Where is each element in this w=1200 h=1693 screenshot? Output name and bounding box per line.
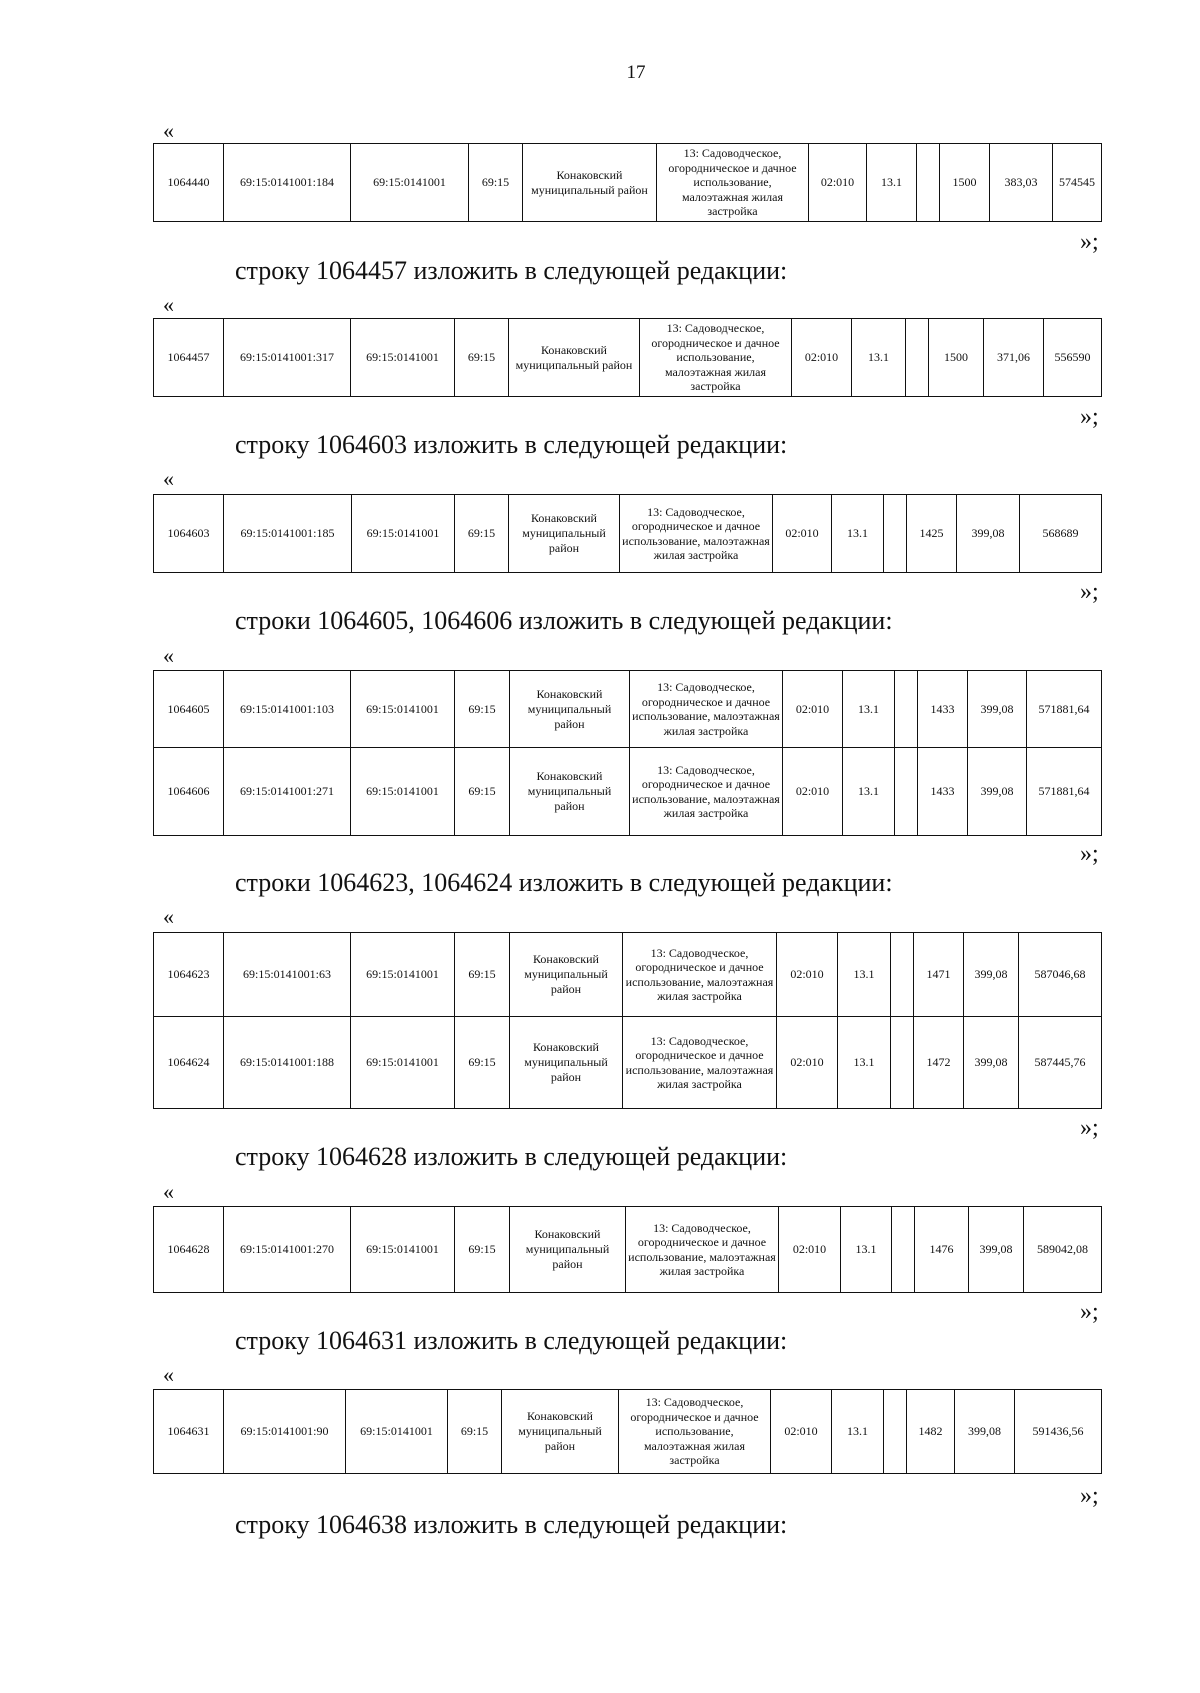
cell-row-number: 1064628 xyxy=(154,1207,224,1293)
cell-cadastral-district: 69:15 xyxy=(455,495,509,573)
table-row xyxy=(154,495,1102,573)
cell-cadastral-quarter: 69:15:0141001 xyxy=(351,319,455,397)
table-row xyxy=(154,671,1102,748)
cell-area: 1476 xyxy=(915,1207,969,1293)
cell-cadastral-number: 69:15:0141001:184 xyxy=(224,144,351,222)
cell-area: 1500 xyxy=(929,319,984,397)
cell-row-number: 1064457 xyxy=(154,319,224,397)
cell-area: 1433 xyxy=(918,748,968,836)
record-table xyxy=(153,1389,1102,1474)
amendment-instruction: строку 1064631 изложить в следующей редакции: xyxy=(235,1326,788,1355)
cell-land-use: 13: Садоводческое, огородническое и дачное использование, малоэтажная жилая застройка xyxy=(623,1017,777,1109)
cell-municipality: Конаковский муниципальный район xyxy=(510,748,630,836)
cell-group-code: 13.1 xyxy=(838,933,891,1017)
amendment-instruction: строку 1064457 изложить в следующей редакции: xyxy=(235,256,788,285)
cell-specific-value: 399,08 xyxy=(964,933,1019,1017)
cell-municipality: Конаковский муниципальный район xyxy=(509,319,640,397)
cell-specific-value: 399,08 xyxy=(964,1017,1019,1109)
cell-cadastral-value: 571881,64 xyxy=(1027,671,1102,748)
cell-cadastral-quarter: 69:15:0141001 xyxy=(351,671,455,748)
cell-cadastral-district: 69:15 xyxy=(455,748,510,836)
cell-empty xyxy=(895,671,918,748)
cell-cadastral-quarter: 69:15:0141001 xyxy=(351,144,469,222)
closing-quote: »; xyxy=(1080,841,1099,867)
amendment-instruction: строки 1064623, 1064624 изложить в следующей редакции: xyxy=(235,868,893,897)
cell-cadastral-number: 69:15:0141001:270 xyxy=(224,1207,351,1293)
cell-specific-value: 399,08 xyxy=(968,671,1027,748)
cell-group-code: 13.1 xyxy=(832,495,884,573)
cell-cadastral-value: 556590 xyxy=(1044,319,1102,397)
cell-group-code: 13.1 xyxy=(852,319,906,397)
cell-municipality: Конаковский муниципальный район xyxy=(523,144,657,222)
cell-cadastral-quarter: 69:15:0141001 xyxy=(351,1017,455,1109)
table-row xyxy=(154,748,1102,836)
opening-quote: « xyxy=(163,292,174,317)
cell-empty xyxy=(892,1207,915,1293)
amendment-instruction: строку 1064628 изложить в следующей редакции: xyxy=(235,1142,788,1171)
cell-municipality: Конаковский муниципальный район xyxy=(510,671,630,748)
closing-quote: »; xyxy=(1080,579,1099,605)
opening-quote: « xyxy=(163,118,174,143)
page-number: 17 xyxy=(626,62,646,83)
cell-zone-code: 02:010 xyxy=(783,671,843,748)
cell-cadastral-value: 589042,08 xyxy=(1024,1207,1102,1293)
cell-group-code: 13.1 xyxy=(843,748,895,836)
cell-cadastral-number: 69:15:0141001:103 xyxy=(224,671,351,748)
cell-specific-value: 383,03 xyxy=(990,144,1053,222)
table-row xyxy=(154,933,1102,1017)
cell-area: 1433 xyxy=(918,671,968,748)
table-row xyxy=(154,1017,1102,1109)
cell-row-number: 1064624 xyxy=(154,1017,224,1109)
amendment-instruction: строку 1064603 изложить в следующей редакции: xyxy=(235,430,788,459)
opening-quote: « xyxy=(163,1179,174,1204)
cell-land-use: 13: Садоводческое, огородническое и дачное использование, малоэтажная жилая застройка xyxy=(630,748,783,836)
closing-quote: »; xyxy=(1080,404,1099,430)
cell-cadastral-district: 69:15 xyxy=(469,144,523,222)
cell-cadastral-number: 69:15:0141001:90 xyxy=(224,1390,346,1474)
cell-cadastral-number: 69:15:0141001:63 xyxy=(224,933,351,1017)
cell-group-code: 13.1 xyxy=(838,1017,891,1109)
table-row xyxy=(154,319,1102,397)
cell-row-number: 1064603 xyxy=(154,495,224,573)
closing-quote: »; xyxy=(1080,1483,1099,1509)
cell-area: 1471 xyxy=(914,933,964,1017)
cell-cadastral-district: 69:15 xyxy=(455,1207,510,1293)
cell-empty xyxy=(917,144,940,222)
table-row xyxy=(154,144,1102,222)
cell-area: 1500 xyxy=(940,144,990,222)
cell-cadastral-district: 69:15 xyxy=(455,671,510,748)
cell-specific-value: 371,06 xyxy=(984,319,1044,397)
closing-quote: »; xyxy=(1080,1299,1099,1325)
cell-group-code: 13.1 xyxy=(841,1207,892,1293)
cell-cadastral-quarter: 69:15:0141001 xyxy=(351,748,455,836)
cell-cadastral-district: 69:15 xyxy=(448,1390,502,1474)
cell-cadastral-number: 69:15:0141001:317 xyxy=(224,319,351,397)
cell-empty xyxy=(906,319,929,397)
cell-zone-code: 02:010 xyxy=(792,319,852,397)
cell-land-use: 13: Садоводческое, огородническое и дачное использование, малоэтажная жилая застройка xyxy=(640,319,792,397)
cell-row-number: 1064606 xyxy=(154,748,224,836)
cell-specific-value: 399,08 xyxy=(955,1390,1015,1474)
cell-group-code: 13.1 xyxy=(843,671,895,748)
opening-quote: « xyxy=(163,643,174,668)
cell-cadastral-quarter: 69:15:0141001 xyxy=(352,495,455,573)
cell-cadastral-value: 591436,56 xyxy=(1015,1390,1102,1474)
opening-quote: « xyxy=(163,1362,174,1387)
cell-cadastral-value: 587445,76 xyxy=(1019,1017,1102,1109)
closing-quote: »; xyxy=(1080,229,1099,255)
amendment-instruction: строку 1064638 изложить в следующей редакции: xyxy=(235,1510,788,1539)
cell-land-use: 13: Садоводческое, огородническое и дачное использование, малоэтажная жилая застройка xyxy=(626,1207,779,1293)
cell-municipality: Конаковский муниципальный район xyxy=(509,495,620,573)
cell-land-use: 13: Садоводческое, огородническое и дачное использование, малоэтажная жилая застройка xyxy=(619,1390,771,1474)
cell-specific-value: 399,08 xyxy=(968,748,1027,836)
record-table xyxy=(153,932,1102,1109)
cell-land-use: 13: Садоводческое, огородническое и дачное использование, малоэтажная жилая застройка xyxy=(620,495,773,573)
cell-cadastral-value: 574545 xyxy=(1053,144,1102,222)
cell-municipality: Конаковский муниципальный район xyxy=(510,1017,623,1109)
cell-zone-code: 02:010 xyxy=(783,748,843,836)
cell-zone-code: 02:010 xyxy=(777,933,838,1017)
cell-zone-code: 02:010 xyxy=(773,495,832,573)
cell-row-number: 1064623 xyxy=(154,933,224,1017)
cell-cadastral-district: 69:15 xyxy=(455,933,510,1017)
cell-empty xyxy=(884,495,907,573)
opening-quote: « xyxy=(163,466,174,491)
closing-quote: »; xyxy=(1080,1115,1099,1141)
cell-cadastral-number: 69:15:0141001:185 xyxy=(224,495,352,573)
cell-municipality: Конаковский муниципальный район xyxy=(510,933,623,1017)
cell-cadastral-value: 568689 xyxy=(1020,495,1102,573)
cell-row-number: 1064631 xyxy=(154,1390,224,1474)
cell-empty xyxy=(884,1390,907,1474)
cell-municipality: Конаковский муниципальный район xyxy=(510,1207,626,1293)
table-row xyxy=(154,1207,1102,1293)
cell-row-number: 1064605 xyxy=(154,671,224,748)
record-table xyxy=(153,143,1102,222)
cell-group-code: 13.1 xyxy=(832,1390,884,1474)
cell-cadastral-value: 587046,68 xyxy=(1019,933,1102,1017)
cell-cadastral-district: 69:15 xyxy=(455,1017,510,1109)
cell-zone-code: 02:010 xyxy=(809,144,867,222)
cell-area: 1482 xyxy=(907,1390,955,1474)
record-table xyxy=(153,1206,1102,1293)
cell-zone-code: 02:010 xyxy=(779,1207,841,1293)
cell-area: 1472 xyxy=(914,1017,964,1109)
record-table xyxy=(153,670,1102,836)
record-table xyxy=(153,494,1102,573)
cell-area: 1425 xyxy=(907,495,957,573)
cell-cadastral-number: 69:15:0141001:188 xyxy=(224,1017,351,1109)
cell-group-code: 13.1 xyxy=(867,144,917,222)
cell-cadastral-district: 69:15 xyxy=(455,319,509,397)
cell-zone-code: 02:010 xyxy=(771,1390,832,1474)
cell-cadastral-quarter: 69:15:0141001 xyxy=(351,1207,455,1293)
cell-row-number: 1064440 xyxy=(154,144,224,222)
cell-cadastral-number: 69:15:0141001:271 xyxy=(224,748,351,836)
cell-land-use: 13: Садоводческое, огородническое и дачное использование, малоэтажная жилая застройка xyxy=(657,144,809,222)
cell-empty xyxy=(895,748,918,836)
cell-empty xyxy=(891,1017,914,1109)
cell-specific-value: 399,08 xyxy=(957,495,1020,573)
cell-land-use: 13: Садоводческое, огородническое и дачное использование, малоэтажная жилая застройка xyxy=(623,933,777,1017)
cell-empty xyxy=(891,933,914,1017)
opening-quote: « xyxy=(163,904,174,929)
cell-land-use: 13: Садоводческое, огородническое и дачное использование, малоэтажная жилая застройка xyxy=(630,671,783,748)
cell-municipality: Конаковский муниципальный район xyxy=(502,1390,619,1474)
amendment-instruction: строки 1064605, 1064606 изложить в следующей редакции: xyxy=(235,606,893,635)
cell-cadastral-quarter: 69:15:0141001 xyxy=(351,933,455,1017)
record-table xyxy=(153,318,1102,397)
cell-zone-code: 02:010 xyxy=(777,1017,838,1109)
cell-specific-value: 399,08 xyxy=(969,1207,1024,1293)
cell-cadastral-value: 571881,64 xyxy=(1027,748,1102,836)
table-row xyxy=(154,1390,1102,1474)
cell-cadastral-quarter: 69:15:0141001 xyxy=(346,1390,448,1474)
